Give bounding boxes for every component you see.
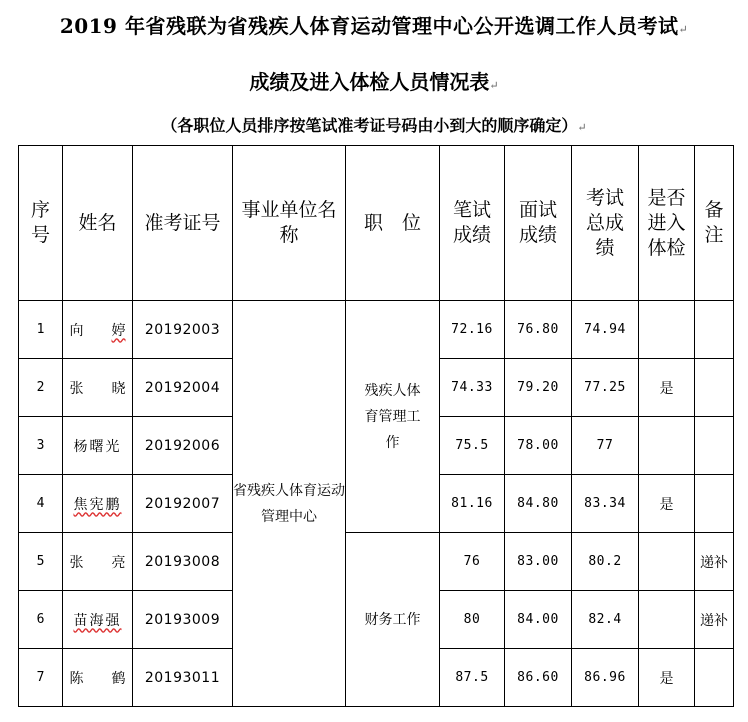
cell-remark: 递补 <box>695 591 734 649</box>
header-unit: 事业单位名称 <box>233 146 346 301</box>
cell-total: 86.96 <box>572 649 639 707</box>
cell-total: 80.2 <box>572 533 639 591</box>
cell-name: 焦宪鹏 <box>63 475 133 533</box>
cell-name: 张 亮 <box>63 533 133 591</box>
cell-remark <box>695 475 734 533</box>
header-post: 职 位 <box>346 146 440 301</box>
cell-physical: 是 <box>639 649 695 707</box>
cell-written: 75.5 <box>440 417 505 475</box>
cell-ticket: 20193008 <box>133 533 233 591</box>
cell-total: 77.25 <box>572 359 639 417</box>
cell-name: 张 晓 <box>63 359 133 417</box>
cell-seq: 4 <box>19 475 63 533</box>
cell-name: 向 婷 <box>63 301 133 359</box>
cell-seq: 7 <box>19 649 63 707</box>
cell-remark <box>695 359 734 417</box>
cell-unit-name: 省残疾人体育运动管理中心 <box>233 301 346 707</box>
cell-total: 82.4 <box>572 591 639 649</box>
cell-remark: 递补 <box>695 533 734 591</box>
cell-name: 陈 鹤 <box>63 649 133 707</box>
cell-total: 83.34 <box>572 475 639 533</box>
cell-remark <box>695 649 734 707</box>
cell-seq: 5 <box>19 533 63 591</box>
page-title: 2019 年省残联为省残疾人体育运动管理中心公开选调工作人员考试↵ <box>59 14 689 38</box>
cell-interview: 86.60 <box>505 649 572 707</box>
table-row <box>19 301 734 359</box>
page-subtitle: （各职位人员排序按笔试准考证号码由小到大的顺序确定）↵ <box>161 116 587 135</box>
cell-physical <box>639 533 695 591</box>
cell-written: 80 <box>440 591 505 649</box>
cell-total: 74.94 <box>572 301 639 359</box>
header-seq: 序号 <box>19 146 63 301</box>
cell-interview: 76.80 <box>505 301 572 359</box>
header-name: 姓名 <box>63 146 133 301</box>
cell-seq: 2 <box>19 359 63 417</box>
cell-seq: 1 <box>19 301 63 359</box>
cell-ticket: 20193009 <box>133 591 233 649</box>
header-physical: 是否进入体检 <box>639 146 695 301</box>
cell-post-sports: 残疾人体育管理工作 <box>346 301 440 533</box>
table-row <box>19 533 734 591</box>
cell-physical <box>639 417 695 475</box>
page-title-line2: 成绩及进入体检人员情况表↵ <box>249 70 499 94</box>
cell-ticket: 20192004 <box>133 359 233 417</box>
results-table <box>18 145 734 707</box>
cell-name: 杨曙光 <box>63 417 133 475</box>
cell-written: 87.5 <box>440 649 505 707</box>
table-header-row <box>19 146 734 301</box>
cell-written: 72.16 <box>440 301 505 359</box>
cell-name: 苗海强 <box>63 591 133 649</box>
cell-total: 77 <box>572 417 639 475</box>
header-remark: 备注 <box>695 146 734 301</box>
cell-interview: 78.00 <box>505 417 572 475</box>
cell-ticket: 20192006 <box>133 417 233 475</box>
header-written: 笔试成绩 <box>440 146 505 301</box>
cell-ticket: 20192003 <box>133 301 233 359</box>
header-total: 考试总成绩 <box>572 146 639 301</box>
cell-seq: 3 <box>19 417 63 475</box>
cell-interview: 84.80 <box>505 475 572 533</box>
cell-seq: 6 <box>19 591 63 649</box>
cell-physical <box>639 301 695 359</box>
cell-written: 76 <box>440 533 505 591</box>
cell-post-finance: 财务工作 <box>346 533 440 707</box>
cell-ticket: 20193011 <box>133 649 233 707</box>
cell-interview: 79.20 <box>505 359 572 417</box>
cell-interview: 84.00 <box>505 591 572 649</box>
cell-ticket: 20192007 <box>133 475 233 533</box>
cell-remark <box>695 301 734 359</box>
cell-remark <box>695 417 734 475</box>
cell-written: 74.33 <box>440 359 505 417</box>
cell-physical <box>639 591 695 649</box>
header-interview: 面试成绩 <box>505 146 572 301</box>
cell-physical: 是 <box>639 475 695 533</box>
cell-written: 81.16 <box>440 475 505 533</box>
cell-interview: 83.00 <box>505 533 572 591</box>
header-ticket: 准考证号 <box>133 146 233 301</box>
cell-physical: 是 <box>639 359 695 417</box>
